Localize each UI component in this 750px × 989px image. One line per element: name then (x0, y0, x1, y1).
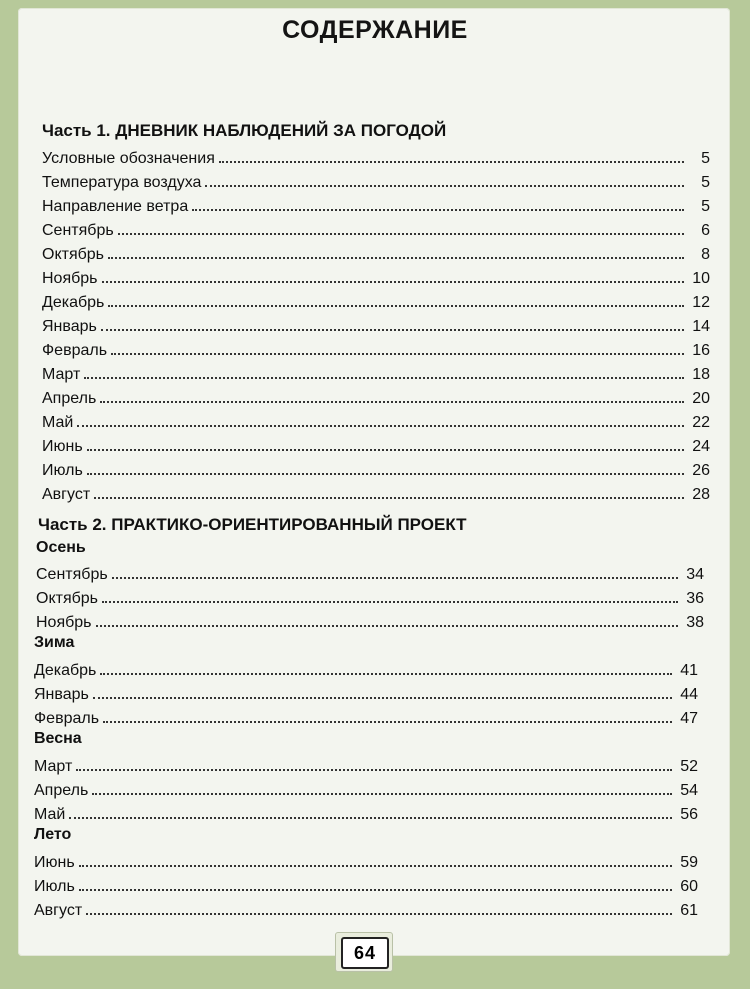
season-heading-autumn: Осень (36, 539, 86, 556)
toc-entry[interactable] (42, 216, 710, 240)
toc-entry-label: Январь (42, 318, 97, 335)
leader-dots (100, 673, 672, 675)
toc-entry[interactable] (34, 704, 698, 728)
toc-entry-label: Условные обозначения (42, 150, 215, 167)
leader-dots (93, 697, 672, 699)
toc-entry-label: Май (42, 414, 74, 431)
toc-entry-label: Октябрь (42, 246, 105, 263)
toc-entry-page: 41 (680, 662, 698, 679)
leader-dots (79, 889, 672, 891)
toc-entry-page: 54 (680, 782, 698, 799)
toc-entry-label: Март (42, 366, 81, 383)
toc-entry-label: Ноябрь (42, 270, 98, 287)
toc-entry-page: 59 (680, 854, 698, 871)
leader-dots (87, 473, 684, 475)
toc-entry[interactable] (42, 168, 710, 192)
leader-dots (84, 377, 684, 379)
toc-entry-label: Февраль (34, 710, 100, 727)
toc-entry-page: 61 (680, 902, 698, 919)
leader-dots (100, 401, 684, 403)
leader-dots (192, 209, 684, 211)
leader-dots (102, 601, 678, 603)
leader-dots (79, 865, 672, 867)
toc-entry-page: 56 (680, 806, 698, 823)
toc-entry-label: Май (34, 806, 66, 823)
leader-dots (86, 913, 672, 915)
toc-entry-page: 18 (692, 366, 710, 383)
toc-entry[interactable] (36, 584, 704, 608)
leader-dots (205, 185, 684, 187)
toc-entry-label: Направление ветра (42, 198, 189, 215)
toc-entry-page: 12 (692, 294, 710, 311)
leader-dots (77, 425, 684, 427)
toc-entry-label: Март (34, 758, 73, 775)
toc-entry-label: Температура воздуха (42, 174, 202, 191)
leader-dots (92, 793, 672, 795)
toc-entry-page: 52 (680, 758, 698, 775)
toc-entry-page: 5 (701, 150, 710, 167)
leader-dots (69, 817, 672, 819)
leader-dots (112, 577, 678, 579)
toc-entry-label: Сентябрь (36, 566, 108, 583)
toc-entry[interactable] (42, 264, 710, 288)
toc-entry-page: 60 (680, 878, 698, 895)
toc-entry[interactable] (34, 800, 698, 824)
season-heading-summer: Лето (34, 826, 72, 843)
toc-entry-label: Ноябрь (36, 614, 92, 631)
toc-entry-page: 5 (701, 198, 710, 215)
page-number: 64 (341, 937, 389, 969)
toc-entry[interactable] (34, 896, 698, 920)
toc-entry-page: 22 (692, 414, 710, 431)
leader-dots (102, 281, 684, 283)
toc-entry-page: 38 (686, 614, 704, 631)
toc-entry-page: 24 (692, 438, 710, 455)
leader-dots (219, 161, 684, 163)
toc-entry-page: 14 (692, 318, 710, 335)
leader-dots (103, 721, 672, 723)
toc-entry[interactable] (34, 656, 698, 680)
leader-dots (76, 769, 672, 771)
toc-entry-label: Октябрь (36, 590, 99, 607)
leader-dots (108, 305, 684, 307)
toc-entry[interactable] (42, 336, 710, 360)
toc-entry-label: Декабрь (42, 294, 105, 311)
toc-entry-page: 26 (692, 462, 710, 479)
leader-dots (111, 353, 684, 355)
toc-entry-page: 20 (692, 390, 710, 407)
leader-dots (94, 497, 684, 499)
toc-entry-label: Июнь (42, 438, 83, 455)
toc-entry[interactable] (42, 240, 710, 264)
toc-entry-page: 5 (701, 174, 710, 191)
toc-entry-label: Август (34, 902, 83, 919)
toc-entry-label: Июль (34, 878, 75, 895)
toc-entry-page: 34 (686, 566, 704, 583)
toc-entry[interactable] (42, 408, 710, 432)
toc-entry[interactable] (42, 288, 710, 312)
toc-entry[interactable] (42, 144, 710, 168)
page-title: СОДЕРЖАНИЕ (282, 16, 468, 44)
season-heading-spring: Весна (34, 730, 82, 747)
toc-entry-label: Апрель (42, 390, 97, 407)
leader-dots (118, 233, 684, 235)
toc-entry[interactable] (42, 480, 710, 504)
toc-entry-label: Июнь (34, 854, 75, 871)
toc-entry-page: 47 (680, 710, 698, 727)
toc-entry[interactable] (42, 384, 710, 408)
toc-entry-label: Февраль (42, 342, 108, 359)
leader-dots (96, 625, 678, 627)
toc-entry[interactable] (42, 360, 710, 384)
part2-heading: Часть 2. ПРАКТИКО-ОРИЕНТИРОВАННЫЙ ПРОЕКТ (38, 515, 467, 534)
part1-heading: Часть 1. ДНЕВНИК НАБЛЮДЕНИЙ ЗА ПОГОДОЙ (42, 121, 447, 140)
toc-entry-page: 28 (692, 486, 710, 503)
toc-entry-label: Апрель (34, 782, 89, 799)
season-heading-winter: Зима (34, 634, 75, 651)
toc-entry[interactable] (34, 680, 698, 704)
toc-entry-page: 10 (692, 270, 710, 287)
toc-entry[interactable] (34, 776, 698, 800)
toc-entry-label: Декабрь (34, 662, 97, 679)
toc-entry-page: 8 (701, 246, 710, 263)
leader-dots (87, 449, 684, 451)
toc-entry[interactable] (34, 752, 698, 776)
toc-entry[interactable] (42, 312, 710, 336)
toc-entry[interactable] (42, 192, 710, 216)
toc-entry-label: Январь (34, 686, 89, 703)
toc-entry[interactable] (36, 560, 704, 584)
toc-entry-label: Июль (42, 462, 83, 479)
toc-entry[interactable] (34, 872, 698, 896)
toc-entry[interactable] (42, 456, 710, 480)
leader-dots (101, 329, 684, 331)
toc-entry-label: Сентябрь (42, 222, 114, 239)
toc-entry[interactable] (34, 848, 698, 872)
toc-entry-label: Август (42, 486, 91, 503)
toc-entry-page: 6 (701, 222, 710, 239)
toc-entry-page: 16 (692, 342, 710, 359)
leader-dots (108, 257, 684, 259)
toc-entry[interactable] (42, 432, 710, 456)
toc-entry-page: 36 (686, 590, 704, 607)
toc-entry-page: 44 (680, 686, 698, 703)
toc-entry[interactable] (36, 608, 704, 632)
